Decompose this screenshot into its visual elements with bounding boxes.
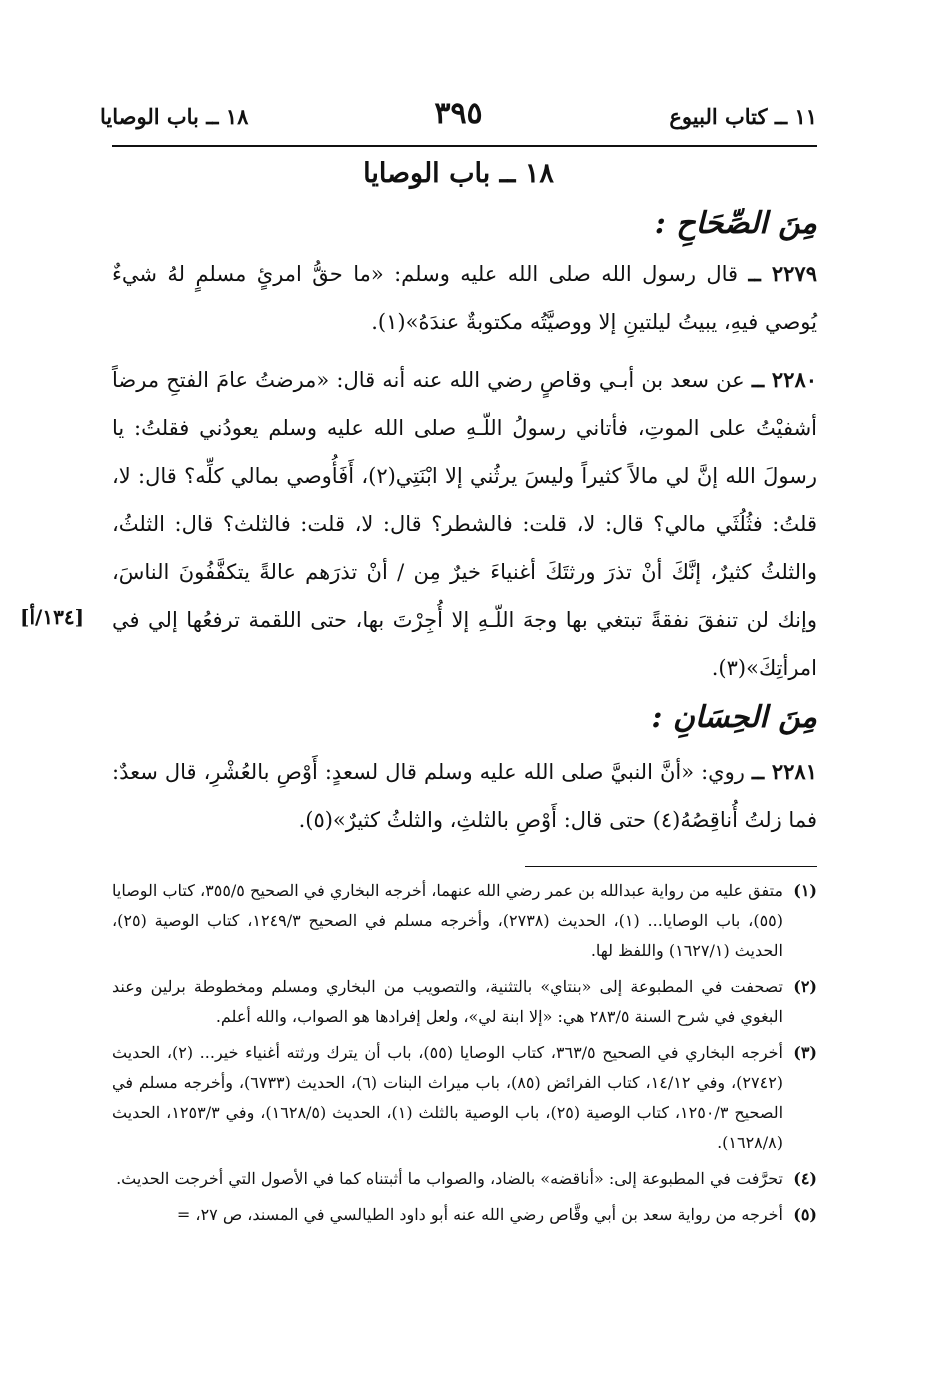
header-rule bbox=[112, 145, 817, 147]
footnote-1 bbox=[112, 876, 817, 966]
footnote-number: (٣) bbox=[793, 1043, 817, 1062]
footnote-text: متفق عليه من رواية عبدالله بن عمر رضي الله عنهما، أخرجه البخاري في الصحيح ٣٥٥/٥، كتاب الوصايا (٥٥)، باب الوصايا... (١)، الحديث (٢٧٣٨)، وأخرجه مسلم في الصحيح ١٢٤٩/٣، كتاب الوصية (٢٥)، الحديث (١٦٢٧/١) واللفظ لها. bbox=[112, 881, 784, 960]
book-title: ١١ ــ كتاب البيوع bbox=[669, 104, 817, 129]
section-hisan-label: مِنَ الحِسَانِ : bbox=[651, 700, 817, 735]
hadith-number: ٢٢٨٠ ــ bbox=[751, 367, 818, 392]
page-number: ٣٩٥ bbox=[434, 96, 483, 131]
footnote-4 bbox=[112, 1164, 817, 1194]
footnote-number: (٢) bbox=[793, 977, 817, 996]
footnote-text: تحرَّفت في المطبوعة إلى: «أناقضه» بالضاد، والصواب ما أثبتناه كما في الأصول التي أخرجت الحديث. bbox=[116, 1169, 783, 1188]
footnote-text: أخرجه البخاري في الصحيح ٣٦٣/٥، كتاب الوصايا (٥٥)، باب أن يترك ورثته أغنياء خير... (٢)، الحديث (٢٧٤٢)، وفي ١٤/١٢، كتاب الفرائض (٨٥)، باب ميراث البنات (٦)، الحديث (٦٧٣٣)، وأخرجه مسلم في الصحيح ١٢٥٠/٣، كتاب الوصية (٢٥)، باب الوصية بالثلث (١)، الحديث (١٦٢٨/٥)، وفي ١٢٥٣/٣، الحديث (١٦٢٨/٨). bbox=[112, 1043, 784, 1152]
footnote-2 bbox=[112, 972, 817, 1032]
section-sahih-label: مِنَ الصِّحَاحِ : bbox=[654, 206, 817, 241]
footnote-5 bbox=[112, 1200, 817, 1230]
running-header bbox=[100, 96, 817, 140]
hadith-2281 bbox=[112, 748, 817, 844]
hadith-2280 bbox=[112, 356, 817, 692]
footnote-separator bbox=[525, 866, 817, 867]
footnote-3 bbox=[112, 1038, 817, 1158]
hadith-number: ٢٢٧٩ ــ bbox=[748, 261, 817, 286]
manuscript-folio-marker: [١٣٤/أ] bbox=[20, 605, 85, 629]
chapter-heading: ١٨ ــ باب الوصايا bbox=[363, 158, 554, 189]
footnote-number: (٥) bbox=[793, 1205, 817, 1224]
footnote-number: (٤) bbox=[793, 1169, 817, 1188]
hadith-2279 bbox=[112, 250, 817, 346]
footnote-number: (١) bbox=[793, 881, 817, 900]
footnote-text: تصحفت في المطبوعة إلى «بنتاي» بالتثنية، والتصويب من البخاري ومسلم ومخطوطة برلين وعند البغوي في شرح السنة ٢٨٣/٥ هي: «إلا ابنة لي»، ولعل إفرادها هو الصواب، والله أعلم. bbox=[112, 977, 783, 1026]
hadith-text: قال رسول الله صلى الله عليه وسلم: «ما حقُّ امرئٍ مسلمٍ لهُ شيءٌ يُوصي فيهِ، يبيتُ ليلتينِ إلا ووصيَّتُه مكتوبةٌ عندَهُ»(١). bbox=[112, 262, 817, 334]
hadith-text: عن سعد بن أبـي وقاصٍ رضي الله عنه أنه قال: «مرضتُ عامَ الفتحِ مرضاً أشفيْتُ على الموتِ، فأتاني رسولُ اللّـهِ صلى الله عليه وسلم يعودُني فقلتُ: يا رسولَ الله إنَّ لي مالاً كثيراً وليسَ يرثُني إلا ابْنَتِي(٢)، أَفَأُوصي بمالي كلِّه؟ قال: لا، قلتُ: فثُلُثَي مالي؟ قال: لا، قلت: فالشطر؟ قال: لا، قلت: فالثلث؟ قال: الثلثُ، والثلثُ كثيرٌ، إنَّكَ أنْ تذرَ ورثتَكَ أغنياءَ خيرٌ مِن / أنْ تذرَهم عالةً يتكفَّفُونَ الناسَ، وإنك لن تنفقَ نفقةً تبتغي بها وجهَ اللّـهِ إلا أُجِرْتَ بها، حتى اللقمة ترفعُها إلي في امرأتِكَ»(٣). bbox=[112, 368, 817, 680]
footnotes bbox=[112, 876, 817, 1236]
hadith-number: ٢٢٨١ ــ bbox=[751, 759, 817, 784]
hadith-text: روي: «أنَّ النبيَّ صلى الله عليه وسلم قال لسعدٍ: أَوْصِ بالعُشْرِ، قال سعدٌ: فما زلتُ أُناقِصُهُ(٤) حتى قال: أَوْصِ بالثلثِ، والثلثُ كثيرٌ»(٥). bbox=[112, 760, 817, 832]
chapter-running-title: ١٨ ــ باب الوصايا bbox=[100, 104, 249, 129]
footnote-text: أخرجه من رواية سعد بن أبي وقَّاص رضي الله عنه أبو داود الطيالسي في المسند، ص ٢٧، = bbox=[176, 1205, 783, 1224]
